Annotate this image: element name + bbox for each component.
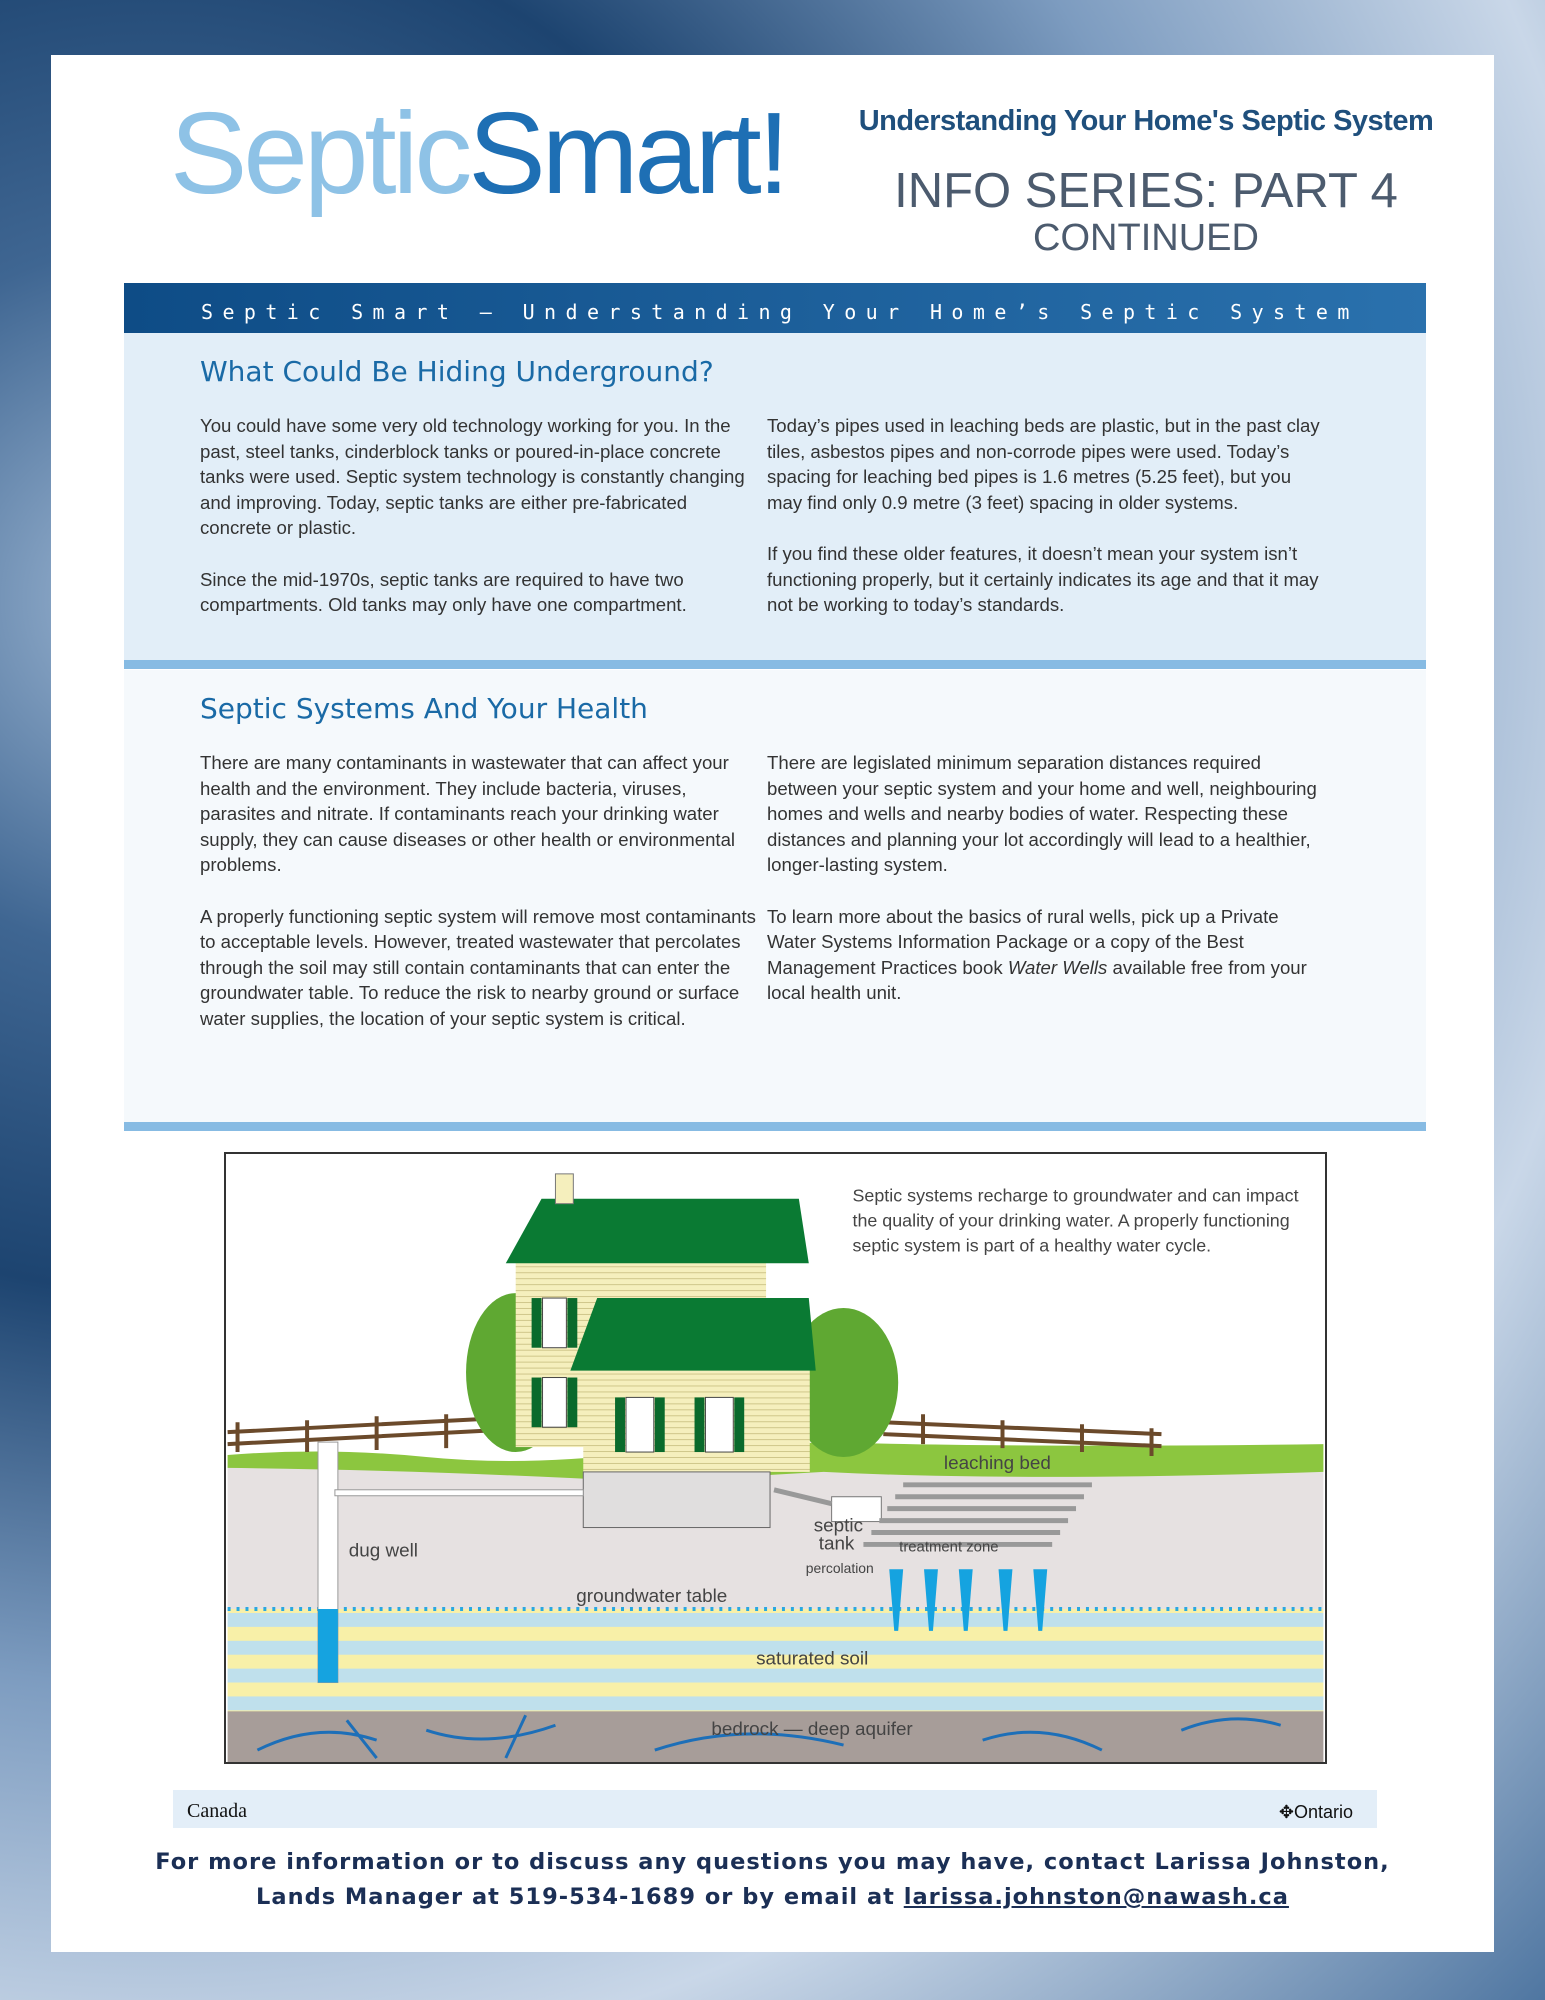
right-column: There are legislated minimum separation distances required between your septic system and your home and well, neighbouring homes and wells and nearby bodies of water. Respecting these distances and planning your lot accordingly will lead to a healthier, longer-lasting system. To learn more about the basics of rural wells, pick up a Private Water Systems Information Package or a copy of the Best Management Practices book Water Wells available free from your local health unit. bbox=[767, 752, 1317, 1004]
foundation bbox=[583, 1472, 770, 1528]
well-water bbox=[318, 1609, 338, 1683]
ontario-logo: ✥Ontario bbox=[1278, 1802, 1353, 1822]
label-percolation: percolation bbox=[805, 1560, 874, 1577]
label-saturated-soil: saturated soil bbox=[756, 1647, 869, 1669]
page bbox=[51, 55, 1494, 1952]
tagline: Understanding Your Home's Septic System bbox=[858, 105, 1434, 137]
diagram-illustration bbox=[226, 1154, 1325, 1762]
trillium-icon: ✥ bbox=[1278, 1802, 1294, 1822]
septic-diagram bbox=[224, 1152, 1327, 1764]
label-leaching-bed: leaching bed bbox=[943, 1451, 1051, 1473]
section-title: Septic Systems And Your Health bbox=[200, 692, 648, 725]
email-link[interactable]: larissa.johnston@nawash.ca bbox=[903, 1884, 1289, 1910]
label-septic: septic bbox=[813, 1514, 864, 1536]
left-column: There are many contaminants in wastewater that can affect your health and the environment. They include bacteria, viruses, parasites and nitrate. If contaminants reach your drinking water supply, they can cause diseases or other health or environmental problems. A properly functioning septic system will remove most contaminants to acceptable levels. However, treated wastewater that percolates through the soil may still contain contaminants that can enter the groundwater table. To reduce the risk to nearby ground or surface water supplies, the location of your septic system is critical. bbox=[200, 752, 756, 1029]
roof-wing bbox=[570, 1298, 815, 1371]
left-column: You could have some very old technology working for you. In the past, steel tanks, cinderblock tanks or poured-in-place concrete tanks were used. Septic system technology is constantly changing and improving. Today, septic tanks are either pre-fabricated concrete or plastic. Since the mid-1970s, septic tanks are required to have two compartments. Old tanks may only have one compartment. bbox=[200, 415, 745, 616]
header-band: Septic Smart — Understanding Your Home’s Septic System bbox=[124, 283, 1426, 333]
section-health bbox=[124, 670, 1426, 1122]
divider bbox=[124, 660, 1426, 669]
divider bbox=[124, 1122, 1426, 1131]
diagram-caption: septic system is part of a healthy water cycle. bbox=[852, 1235, 1212, 1256]
diagram-caption: Septic systems recharge to groundwater and can impact bbox=[852, 1185, 1299, 1206]
contact-info: For more information or to discuss any questions you may have, contact Larissa Johnston, Lands Manager at 519-534-1689 or by email at larissa.johnston@nawash.ca bbox=[155, 1849, 1390, 1910]
diagram-caption: the quality of your drinking water. A properly functioning bbox=[852, 1210, 1290, 1231]
canada-wordmark: Canada bbox=[187, 1800, 247, 1822]
label-groundwater-table: groundwater table bbox=[576, 1585, 728, 1607]
septicsmart-logo: SepticSmart! bbox=[170, 88, 787, 218]
label-dug-well: dug well bbox=[348, 1539, 419, 1561]
section-hiding-underground bbox=[124, 333, 1426, 660]
section-title: What Could Be Hiding Underground? bbox=[200, 355, 714, 388]
water-line-pipe bbox=[335, 1490, 583, 1496]
label-tank: tank bbox=[818, 1532, 855, 1554]
label-treatment-zone: treatment zone bbox=[899, 1539, 999, 1556]
chimney bbox=[555, 1174, 573, 1204]
right-column: Today’s pipes used in leaching beds are plastic, but in the past clay tiles, asbestos pipes and non-corrode pipes were used. Today’s spacing for leaching bed pipes is 1.6 metres (5.25 feet), but you may find only 0.9 metre (3 feet) spacing in older systems. If you find these older features, it doesn’t mean your system isn’t functioning properly, but it certainly indicates its age and that it may not be working to today’s standards. bbox=[767, 415, 1320, 616]
series-title: INFO SERIES: PART 4 CONTINUED bbox=[894, 164, 1398, 259]
government-logos-bar bbox=[173, 1790, 1377, 1828]
label-bedrock: bedrock — deep aquifer bbox=[711, 1718, 913, 1740]
roof-main bbox=[506, 1199, 809, 1264]
